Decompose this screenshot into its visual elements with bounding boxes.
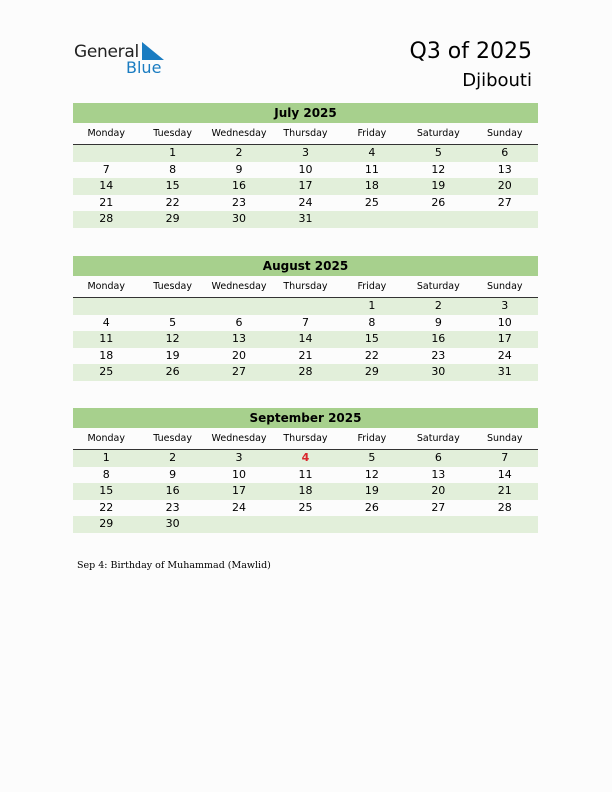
day-cell: 18 [364, 179, 379, 192]
day-cell: 7 [102, 162, 110, 176]
day-cell: 30 [431, 365, 446, 378]
day-cell [472, 516, 538, 533]
day-cell: 29 [99, 517, 114, 530]
day-cell: 14 [298, 332, 313, 345]
weekday-label: Friday [357, 128, 387, 139]
day-cell: 6 [434, 451, 442, 464]
weekday-header-row [73, 126, 538, 145]
weekday-label: Monday [87, 281, 125, 292]
day-cell: 1 [169, 146, 177, 159]
weekday-label: Tuesday [153, 281, 192, 292]
day-cell: 26 [165, 365, 180, 378]
week-row [73, 348, 538, 365]
day-cell [405, 516, 471, 533]
weekday-label: Wednesday [211, 281, 267, 292]
day-cell [405, 211, 471, 228]
day-cell: 5 [434, 146, 442, 159]
day-cell: 23 [165, 500, 180, 514]
week-row [73, 298, 538, 315]
logo-text-blue: Blue [126, 58, 162, 77]
month-title: July 2025 [73, 103, 538, 123]
day-cell: 2 [235, 146, 243, 159]
day-cell: 6 [235, 315, 243, 329]
day-cell: 5 [169, 315, 177, 329]
day-cell: 5 [368, 451, 376, 464]
day-cell: 3 [235, 451, 243, 464]
week-row [73, 516, 538, 533]
day-cell: 27 [431, 500, 446, 514]
day-cell: 30 [232, 212, 247, 225]
day-cell: 4 [102, 315, 110, 329]
day-cell: 9 [434, 315, 442, 329]
day-cell: 22 [165, 195, 180, 209]
month-calendar [73, 103, 538, 228]
week-row [73, 483, 538, 500]
weekday-label: Sunday [486, 281, 523, 292]
day-cell: 18 [99, 348, 114, 362]
day-cell: 27 [232, 365, 247, 378]
day-cell: 29 [364, 365, 379, 378]
day-cell: 19 [364, 484, 379, 497]
month-calendar [73, 256, 538, 381]
weekday-header-row [73, 431, 538, 450]
day-cell: 4 [368, 146, 376, 159]
week-row [73, 178, 538, 195]
day-cell: 31 [298, 212, 313, 225]
day-cell: 24 [232, 500, 247, 514]
day-cell: 19 [431, 179, 446, 192]
day-cell: 14 [99, 179, 114, 192]
weekday-label: Sunday [486, 433, 523, 444]
weekday-label: Thursday [283, 281, 328, 292]
page-title: Q3 of 2025 [409, 39, 532, 64]
week-row [73, 450, 538, 467]
day-cell: 13 [431, 467, 446, 481]
week-row [73, 211, 538, 228]
day-cell: 2 [434, 299, 442, 312]
day-cell: 15 [364, 332, 379, 345]
day-cell: 21 [99, 195, 114, 209]
day-cell: 28 [298, 365, 313, 378]
day-cell: 9 [169, 467, 177, 481]
day-cell: 12 [165, 332, 180, 345]
day-cell: 3 [501, 299, 509, 312]
week-row [73, 162, 538, 179]
day-cell: 28 [497, 500, 512, 514]
day-cell: 20 [497, 179, 512, 192]
day-cell [206, 298, 272, 315]
day-cell [206, 516, 272, 533]
day-cell: 11 [298, 467, 313, 481]
day-cell: 27 [497, 195, 512, 209]
weekday-label: Saturday [416, 128, 460, 139]
weekday-label: Thursday [283, 433, 328, 444]
week-row [73, 331, 538, 348]
day-cell: 16 [431, 332, 446, 345]
day-cell: 9 [235, 162, 243, 176]
day-cell: 8 [102, 467, 110, 481]
weekday-label: Sunday [486, 128, 523, 139]
day-cell: 15 [99, 484, 114, 497]
day-cell: 28 [99, 212, 114, 225]
day-cell [272, 298, 338, 315]
day-cell: 3 [301, 146, 309, 159]
day-cell [272, 516, 338, 533]
day-cell: 22 [364, 348, 379, 362]
week-row [73, 315, 538, 332]
holiday-note: Sep 4: Birthday of Muhammad (Mawlid) [77, 560, 271, 571]
day-cell: 7 [501, 451, 509, 464]
day-cell: 7 [301, 315, 309, 329]
day-cell: 6 [501, 146, 509, 159]
day-cell: 8 [169, 162, 177, 176]
day-cell: 16 [165, 484, 180, 497]
day-cell: 12 [431, 162, 446, 176]
day-cell: 14 [497, 467, 512, 481]
day-cell: 10 [298, 162, 313, 176]
month-calendar [73, 408, 538, 533]
day-cell: 20 [232, 348, 247, 362]
day-cell: 15 [165, 179, 180, 192]
day-cell: 25 [298, 500, 313, 514]
day-cell: 30 [165, 517, 180, 530]
day-cell: 8 [368, 315, 376, 329]
weekday-label: Thursday [283, 128, 328, 139]
day-cell: 4 [301, 451, 310, 464]
day-cell: 21 [497, 484, 512, 497]
weekday-label: Monday [87, 433, 125, 444]
day-cell: 24 [298, 195, 313, 209]
logo [74, 42, 174, 78]
weekday-label: Friday [357, 281, 387, 292]
day-cell: 10 [232, 467, 247, 481]
day-cell: 25 [99, 365, 114, 378]
day-cell: 17 [497, 332, 512, 345]
day-cell [139, 298, 205, 315]
weekday-header-row [73, 279, 538, 298]
week-row [73, 195, 538, 212]
weekday-label: Saturday [416, 433, 460, 444]
day-cell: 16 [232, 179, 247, 192]
weekday-label: Tuesday [153, 433, 192, 444]
day-cell: 10 [497, 315, 512, 329]
day-cell: 31 [497, 365, 512, 378]
weekday-label: Monday [87, 128, 125, 139]
week-row [73, 500, 538, 517]
day-cell: 13 [497, 162, 512, 176]
day-cell: 18 [298, 484, 313, 497]
day-cell: 23 [431, 348, 446, 362]
day-cell: 29 [165, 212, 180, 225]
day-cell: 21 [298, 348, 313, 362]
week-row [73, 467, 538, 484]
day-cell: 26 [431, 195, 446, 209]
day-cell: 17 [298, 179, 313, 192]
day-cell: 12 [364, 467, 379, 481]
day-cell: 22 [99, 500, 114, 514]
month-title: September 2025 [73, 408, 538, 428]
weekday-label: Saturday [416, 281, 460, 292]
day-cell: 13 [232, 332, 247, 345]
logo-text-general: General [74, 42, 139, 62]
day-cell: 1 [102, 451, 110, 464]
day-cell: 20 [431, 484, 446, 497]
day-cell [73, 145, 139, 162]
day-cell: 25 [364, 195, 379, 209]
day-cell [73, 298, 139, 315]
day-cell [339, 516, 405, 533]
day-cell [472, 211, 538, 228]
day-cell: 11 [364, 162, 379, 176]
weekday-label: Wednesday [211, 128, 267, 139]
day-cell: 1 [368, 299, 376, 312]
weekday-label: Wednesday [211, 433, 267, 444]
day-cell: 11 [99, 332, 114, 345]
week-row [73, 364, 538, 381]
day-cell: 2 [169, 451, 177, 464]
week-row [73, 145, 538, 162]
month-title: August 2025 [73, 256, 538, 276]
day-cell: 23 [232, 195, 247, 209]
day-cell: 19 [165, 348, 180, 362]
day-cell: 24 [497, 348, 512, 362]
day-cell: 26 [364, 500, 379, 514]
day-cell: 17 [232, 484, 247, 497]
country-name: Djibouti [462, 70, 532, 91]
day-cell [339, 211, 405, 228]
weekday-label: Friday [357, 433, 387, 444]
weekday-label: Tuesday [153, 128, 192, 139]
